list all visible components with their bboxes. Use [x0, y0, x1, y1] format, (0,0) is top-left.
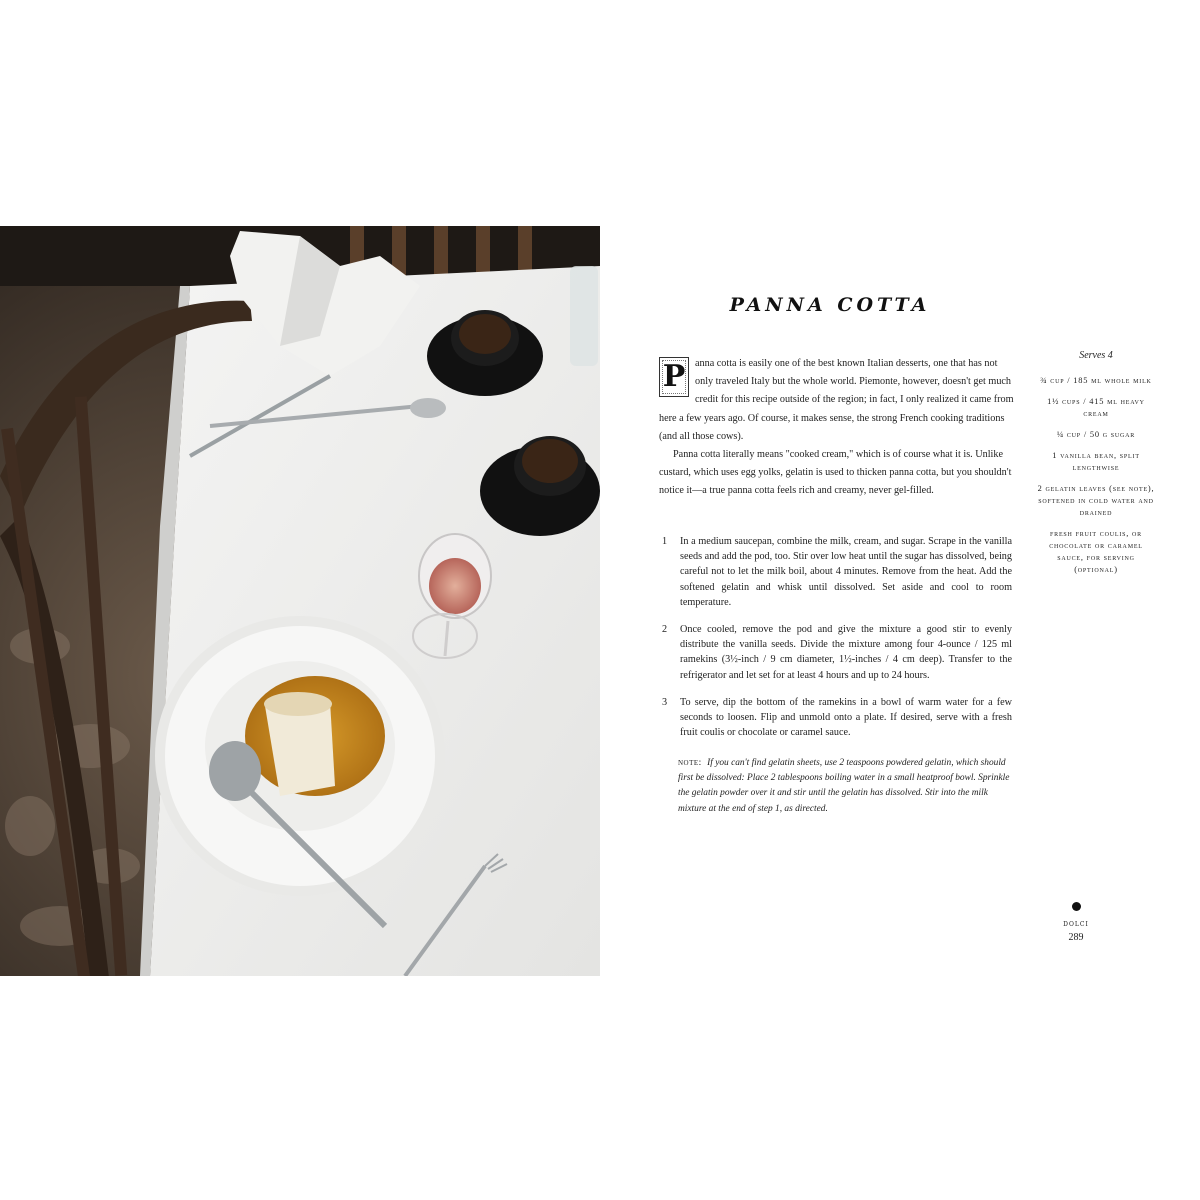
ingredient-item: ¾ cup / 185 ml whole milk	[1040, 376, 1152, 385]
recipe-title: PANNA COTTA	[729, 294, 931, 316]
recipe-intro	[659, 355, 1015, 501]
recipe-step	[662, 695, 1012, 741]
step-text: In a medium saucepan, combine the milk, cream, and sugar. Scrape in the vanilla seeds and add the pod, too. Stir over low heat until the sugar has dissolved, being careful not to let the milk boil, about 4 minutes. Remove from the heat. Add the softened gelatin and whisk until dissolved. Set aside and cool to room temperature.	[680, 536, 1012, 608]
serves-label: Serves 4	[1079, 350, 1113, 361]
ingredient-item: fresh fruit coulis, or chocolate or caramel sauce, for serving (optional)	[1049, 529, 1143, 574]
ingredient-item: 2 gelatin leaves (see note), softened in cold water and drained	[1037, 484, 1155, 517]
dropcap-letter: P	[659, 357, 689, 397]
step-number: 3	[662, 696, 668, 708]
recipe-steps	[662, 534, 1012, 752]
intro-text-1: anna cotta is easily one of the best known Italian desserts, one that has not only traveled Italy but the whole world. Piemonte, however, doesn't get much credit for this recipe outside of the region; in fact, I only realized it came from here a few years ago. Of course, it makes sense, the strong French cooking traditions (and all those cows).	[659, 358, 1014, 442]
ingredient-item: 1 vanilla bean, split lengthwise	[1052, 451, 1140, 472]
intro-paragraph	[659, 355, 1015, 446]
section-name: dolci	[1063, 919, 1089, 928]
recipe-note	[678, 756, 1018, 817]
ingredients-sidebar	[1036, 350, 1156, 585]
step-number: 2	[662, 624, 668, 636]
ingredient-item: ¼ cup / 50 g sugar	[1056, 430, 1136, 439]
dessert-photo	[0, 226, 600, 976]
note-text: If you can't find gelatin sheets, use 2 teaspoons powdered gelatin, which should first be dissolved: Place 2 tablespoons boiling water in a small heatproof bowl. Sprinkle the gelatin powder over it and stir until the gelatin has dissolved. Stir into the milk mixture at the end of step 1, as directed.	[678, 758, 1010, 814]
page-number: 289	[1068, 932, 1084, 943]
intro-paragraph: Panna cotta literally means "cooked cream," which is of course what it is. Unlike custard, which uses egg yolks, gelatin is used to thicken panna cotta, but you shouldn't notice it—a true panna cotta feels rich and creamy, never gel-filled.	[659, 449, 1012, 497]
note-label: note:	[678, 758, 702, 768]
page-footer	[1056, 902, 1096, 943]
bullet-dot-icon	[1072, 902, 1081, 911]
recipe-step	[662, 534, 1012, 610]
step-text: Once cooled, remove the pod and give the mixture a good stir to evenly distribute the vanilla seeds. Divide the mixture among four 4-ounce / 125 ml ramekins (3½-inch / 9 cm diameter, 1½-inches / 4 cm deep). Transfer to the refrigerator and let set for at least 4 hours and up to 24 hours.	[680, 624, 1012, 681]
recipe-step	[662, 622, 1012, 683]
step-text: To serve, dip the bottom of the ramekins in a bowl of warm water for a few seconds to loosen. Flip and unmold onto a plate. If desired, serve with a fresh fruit coulis or chocolate or caramel sauce.	[680, 696, 1012, 739]
step-number: 1	[662, 536, 668, 547]
ingredient-item: 1½ cups / 415 ml heavy cream	[1047, 397, 1145, 418]
